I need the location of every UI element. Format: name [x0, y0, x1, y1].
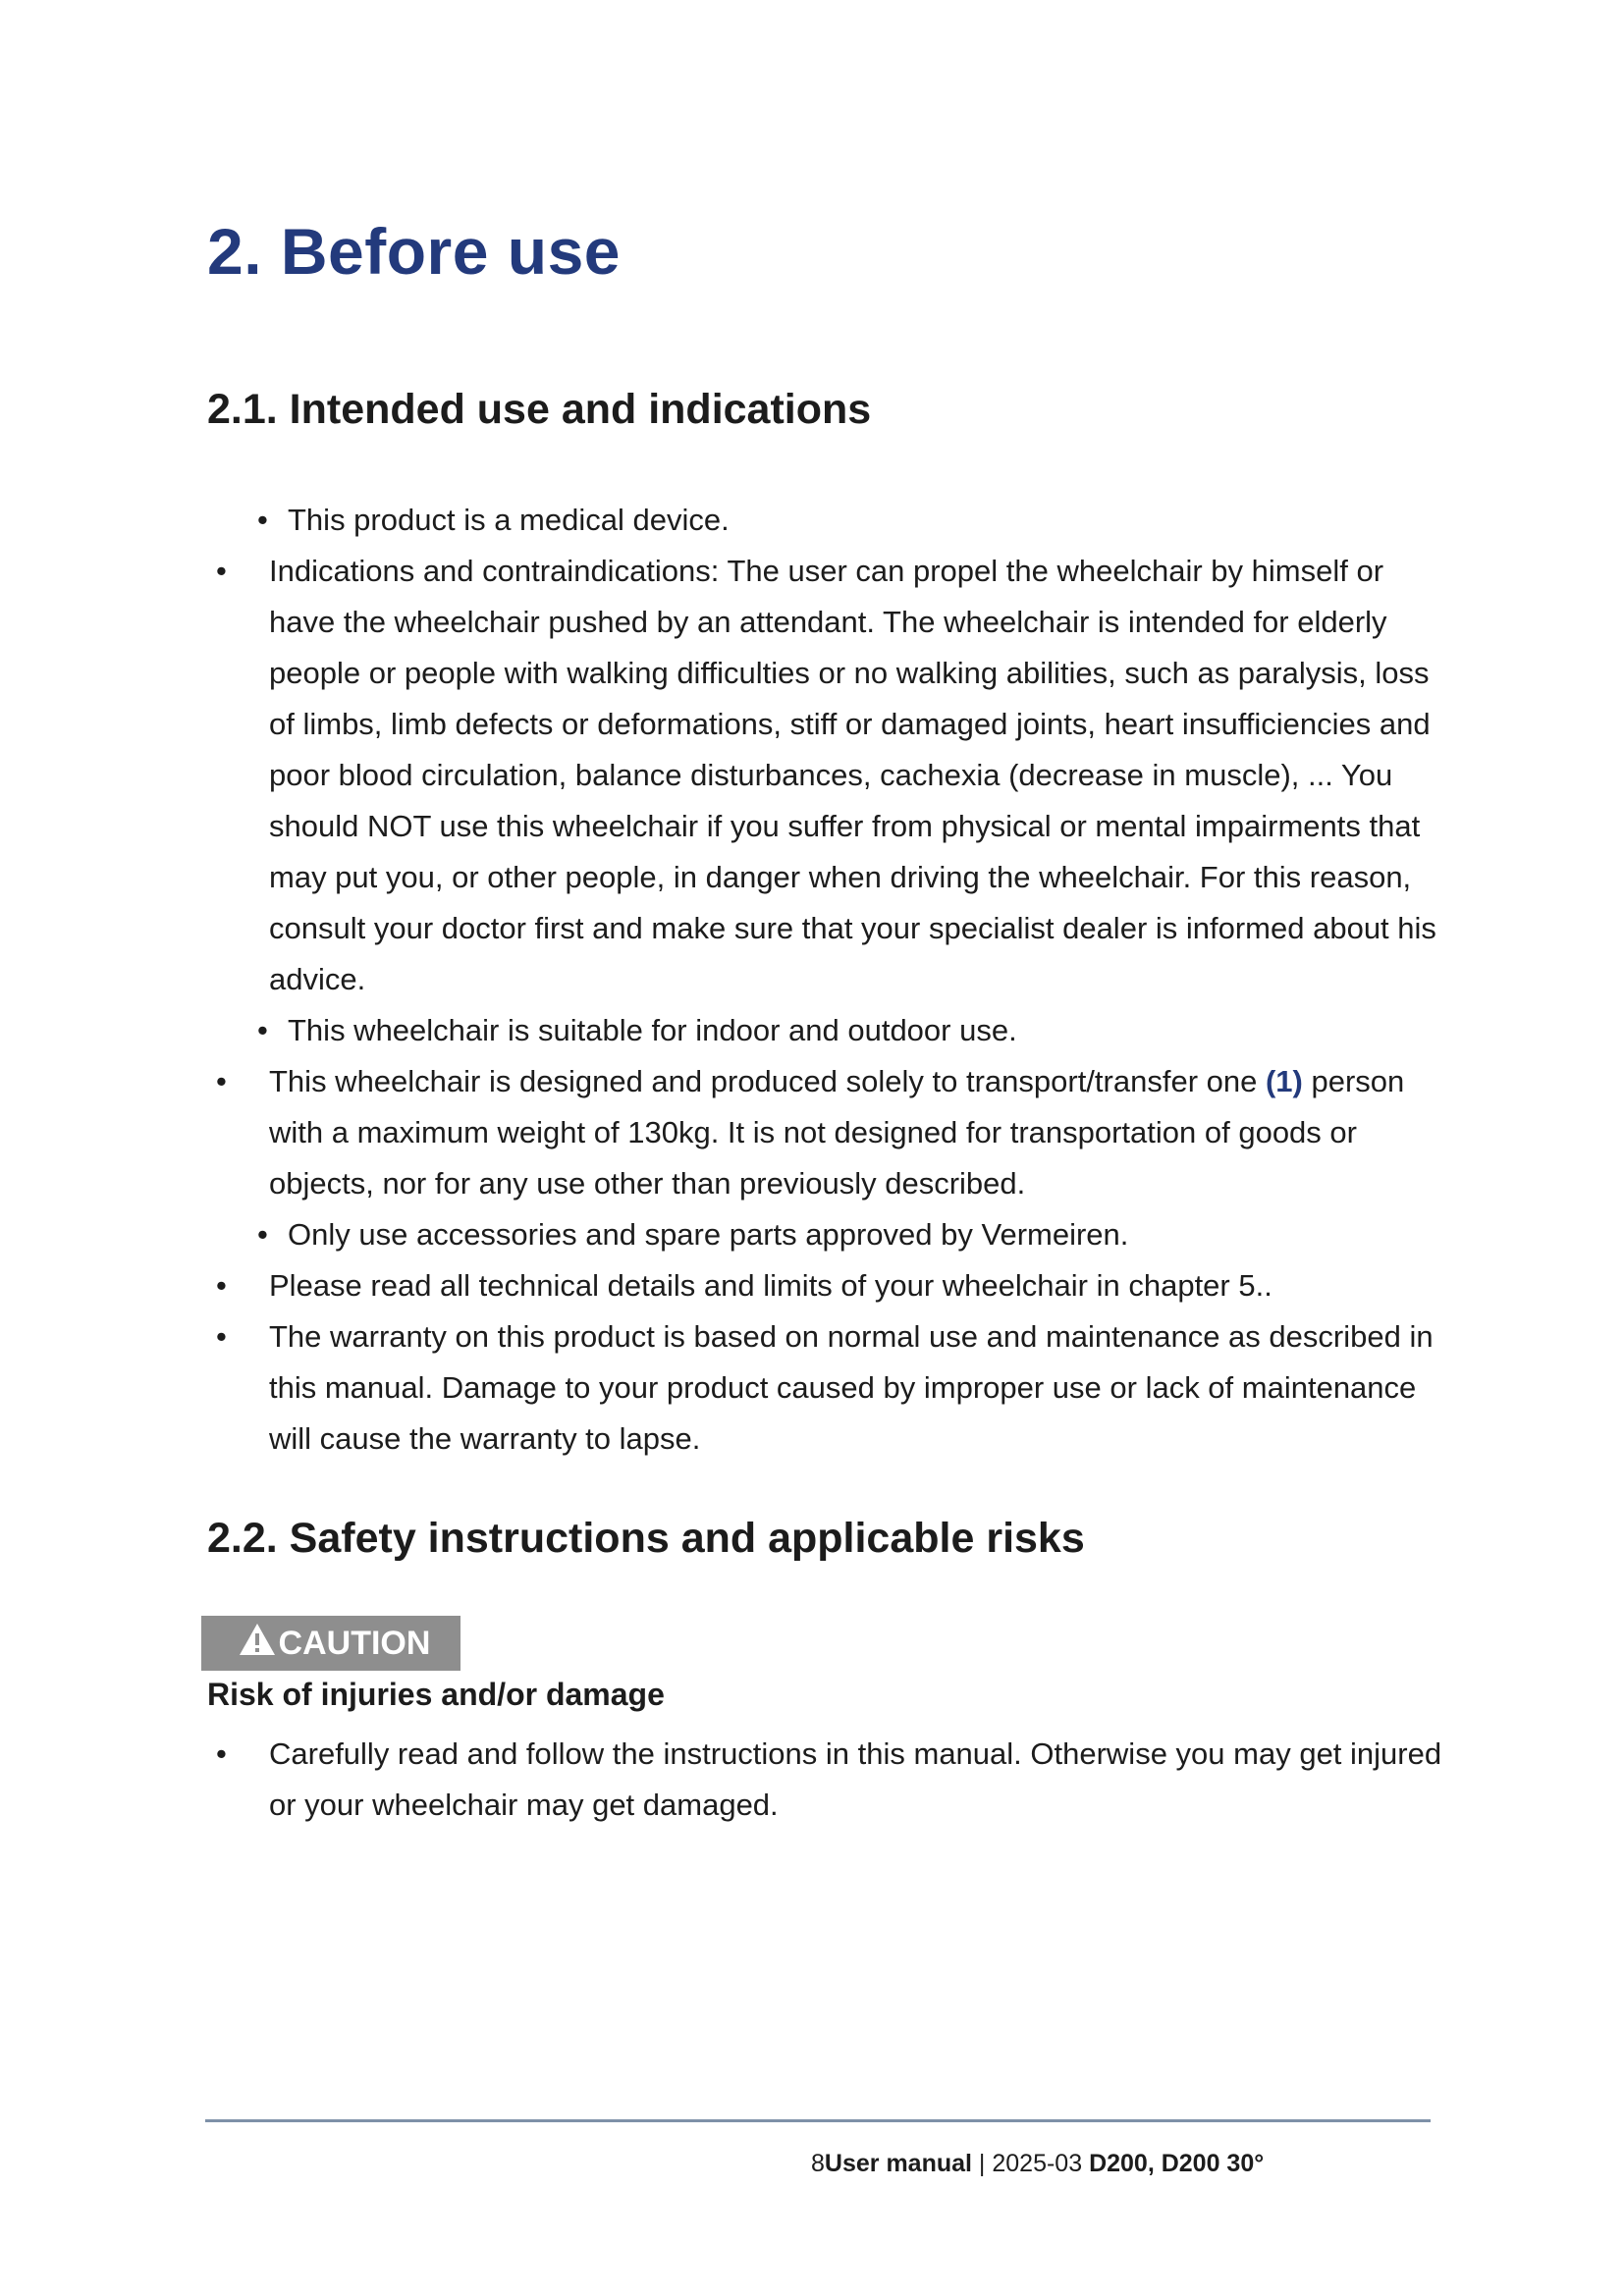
section-title-safety: 2.2. Safety instructions and applicable risks: [207, 1515, 1085, 1562]
list-item: [0, 495, 1446, 546]
safety-list: [0, 1729, 1624, 1831]
caution-label: CAUTION: [278, 1624, 431, 1662]
bullet: •: [216, 1064, 227, 1098]
list-item: [0, 546, 1447, 1005]
bullet: •: [257, 1217, 268, 1252]
person-count-highlight: (1): [1265, 1064, 1303, 1098]
footer-model: D200, D200 30°: [1089, 2150, 1265, 2177]
list-item-text: Please read all technical details and limits of your wheelchair in chapter 5..: [269, 1268, 1272, 1303]
chapter-title: 2. Before use: [207, 215, 621, 288]
list-item-text-after: person with a maximum weight of 130kg. It is not designed for transportation of goods or objects, nor for any use other than previously described.: [269, 1064, 1405, 1201]
bullet: •: [216, 1319, 227, 1354]
risk-title: Risk of injuries and/or damage: [207, 1677, 665, 1712]
list-item: [0, 1260, 1447, 1311]
page-number: 8: [811, 2150, 825, 2177]
footer-date: 2025-03: [992, 2150, 1090, 2177]
manual-label: User manual: [824, 2150, 972, 2177]
bullet: •: [216, 554, 227, 588]
list-item-text: Carefully read and follow the instructions in this manual. Otherwise you may get injured or your wheelchair may get damaged.: [269, 1736, 1442, 1822]
intended-use-list: [0, 495, 1624, 1465]
bullet: •: [257, 503, 268, 537]
list-item: [0, 1729, 1447, 1831]
section-title-intended-use: 2.1. Intended use and indications: [207, 386, 872, 433]
footer-divider: [205, 2119, 1431, 2122]
bullet: •: [216, 1736, 227, 1771]
footer-separator: |: [971, 2150, 993, 2177]
list-item-text: This wheelchair is suitable for indoor and outdoor use.: [288, 1013, 1017, 1047]
list-item-text-before: This wheelchair is designed and produced solely to transport/transfer one: [269, 1064, 1266, 1098]
caution-badge: [201, 1616, 460, 1671]
list-item-text: The warranty on this product is based on normal use and maintenance as described in this manual. Damage to your product caused by improper use or lack of maintenance will cause the warranty to lapse.: [269, 1319, 1434, 1456]
warning-triangle-icon: [238, 1622, 279, 1666]
page-footer: [811, 2150, 1264, 2178]
list-item: [0, 1005, 1446, 1056]
bullet: •: [257, 1013, 268, 1047]
list-item-text: Only use accessories and spare parts approved by Vermeiren.: [288, 1217, 1129, 1252]
list-item-text: Indications and contraindications: The user can propel the wheelchair by himself or have the wheelchair pushed by an attendant. The wheelchair is intended for elderly people or people with walking difficulties or no walking abilities, such as paralysis, loss of limbs, limb defects or deformations, stiff or damaged joints, heart insufficiencies and poor blood circulation, balance disturbances, cachexia (decrease in muscle), ... You should NOT use this wheelchair if you suffer from physical or mental impairments that may put you, or other people, in danger when driving the wheelchair. For this reason, consult your doctor first and make sure that your specialist dealer is informed about his advice.: [269, 554, 1436, 996]
list-item: [0, 1311, 1447, 1465]
list-item: [0, 1056, 1447, 1209]
list-item-text: This product is a medical device.: [288, 503, 730, 537]
bullet: •: [216, 1268, 227, 1303]
list-item: [0, 1209, 1446, 1260]
